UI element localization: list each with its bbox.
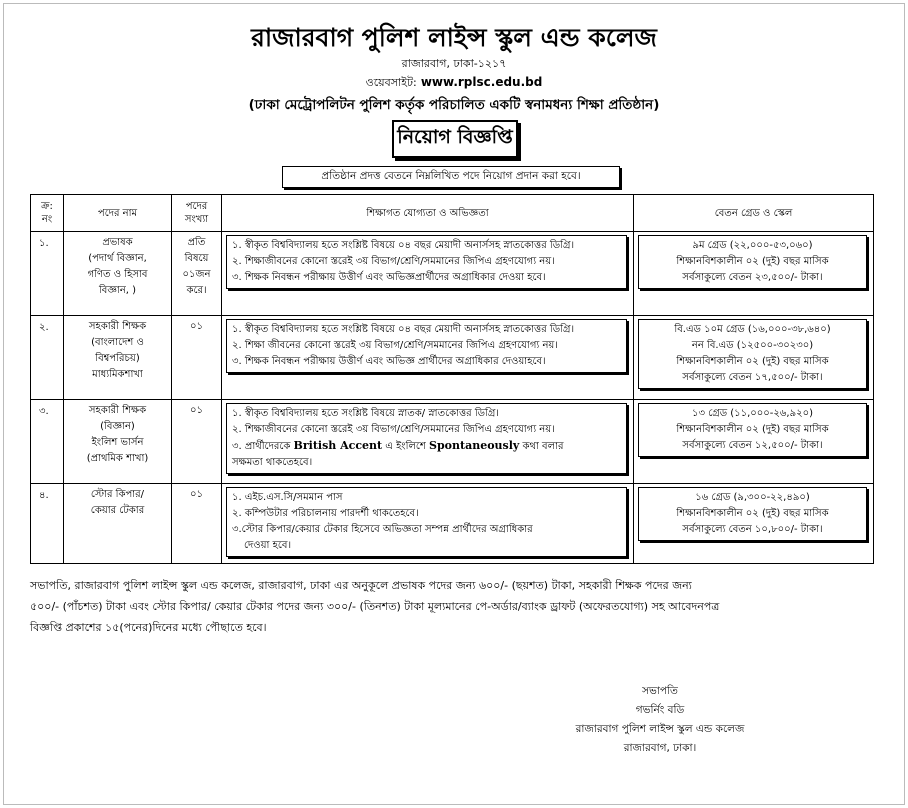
website-line [0, 74, 908, 93]
row-qualification: ১. এইচ.এস.সি/সমমান পাস ২. কম্পিউটার পরিচালনায় পারদর্শী থাকতেহবে। ৩.স্টোর কিপার/কেয়ার টেকার হিসেবে অভিজ্ঞতা সম্পন্ন প্রার্থীদের অগ্রাধিকার দেওয়া হবে। [222, 484, 634, 564]
website-label: ওয়েবসাইট: [365, 76, 417, 89]
header-post: পদের নাম [64, 195, 172, 232]
row-serial: ১. [31, 232, 64, 316]
row-salary: ৯ম গ্রেড (২২,০০০-৫৩,০৬০) শিক্ষানবিশকালীন ০২ (দুই) বছর মাসিক সর্বসাকুল্যে বেতন ২৩,৫০০/- টাকা। [634, 232, 874, 316]
website-link[interactable]: www.rplsc.edu.bd [420, 75, 543, 89]
header-count: পদের সংখ্যা [172, 195, 222, 232]
application-instructions: সভাপতি, রাজারবাগ পুলিশ লাইন্স স্কুল এন্ড কলেজ, রাজারবাগ, ঢাকা এর অনুকূলে প্রভাষক পদের জন্য ৬০০/- (ছয়শত) টাকা, সহকারী শিক্ষক পদের জন্য ৫০০/- (পাঁচশত) টাকা এবং স্টোর কিপার/ কেয়ার টেকার পদের জন্য ৩০০/- (তিনশত) টাকা মূল্যমানের পে-অর্ডার/ব্যাংক ড্রাফট (অফেরতযোগ্য) সহ আবেদনপত্র বিজ্ঞপ্তি প্রকাশের ১৫(পনের)দিনের মধ্যে পৌছাতে হবে। [30, 579, 720, 634]
row-post: স্টোর কিপার/ কেয়ার টেকার [64, 484, 172, 564]
row-serial: ২. [31, 316, 64, 400]
row-salary: ১৬ গ্রেড (৯,৩০০-২২,৪৯০) শিক্ষানবিশকালীন ০২ (দুই) বছর মাসিক সর্বসাকুল্যে বেতন ১০,৮০০/- টাকা। [634, 484, 874, 564]
table-row [31, 484, 874, 564]
header-serial: ক্র: নং [31, 195, 64, 232]
institution-address: রাজারবাগ, ঢাকা-১২১৭ [401, 57, 507, 70]
row-serial: ৩. [31, 400, 64, 484]
row-qualification: ১. স্বীকৃত বিশ্ববিদ্যালয় হতে সংশ্লিষ্ট বিষয়ে স্নাতক/ স্নাতকোত্তর ডিগ্রি। ২. শিক্ষাজীবনের কোনো স্তরেই ৩য় বিভাগ/শ্রেণি/সমমানের জিপিএ গ্রহণযোগ্য নয়। ৩. প্রার্থীদেরকে British Accent এ ইংলিশে Spontaneously কথা বলার সক্ষমতা থাকতেহবে। [222, 400, 634, 484]
row-salary: বি.এড ১০ম গ্রেড (১৬,০০০-৩৮,৬৪০) নন বি.এড (১২৫০০-৩০২৩০) শিক্ষানবিশকালীন ০২ (দুই) বছর মাসিক সর্বসাকুল্যে বেতন ১৭,৫০০/- টাকা। [634, 316, 874, 400]
notice-title: নিয়োগ বিজ্ঞপ্তি [392, 120, 518, 158]
row-count: ০১ [172, 400, 222, 484]
header-salary: বেতন গ্রেড ও স্কেল [634, 195, 874, 232]
table-row [31, 232, 874, 316]
row-qualification: ১. স্বীকৃত বিশ্ববিদ্যালয় হতে সংশ্লিষ্ট বিষয়ে ০৪ বছর মেয়াদী অনার্সসহ স্নাতকোত্তর ডিগ্রি। ২. শিক্ষা জীবনের কোনো স্তরেই ৩য় বিভাগ/শ্রেণি/সমমানের জিপিএ গ্রহণযোগ্য নয়। ৩. শিক্ষক নিবন্ধন পরীক্ষায় উত্তীর্ণ এবং অভিজ্ঞ প্রার্থীদের অগ্রাধিকার দেওয়াহবে। [222, 316, 634, 400]
row-count: ০১ [172, 316, 222, 400]
signature-block: সভাপতি গভর্নিং বডি রাজারবাগ পুলিশ লাইন্স স্কুল এন্ড কলেজ রাজারবাগ, ঢাকা। [575, 685, 745, 754]
row-post: সহকারী শিক্ষক (বিজ্ঞান) ইংলিশ ভার্সন (প্রাথমিক শাখা) [64, 400, 172, 484]
institution-title: রাজারবাগ পুলিশ লাইন্স স্কুল এন্ড কলেজ [251, 23, 657, 52]
row-qualification: ১. স্বীকৃত বিশ্ববিদ্যালয় হতে সংশ্লিষ্ট বিষয়ে ০৪ বছর মেয়াদী অনার্সসহ স্নাতকোত্তর ডিগ্রি। ২. শিক্ষাজীবনের কোনো স্তরেই ৩য় বিভাগ/শ্রেণি/সমমানের জিপিএ গ্রহণযোগ্য নয়। ৩. শিক্ষক নিবন্ধন পরীক্ষায় উত্তীর্ণ এবং অভিজ্ঞপ্রার্থীদের অগ্রাধিকার দেওয়া হবে। [222, 232, 634, 316]
row-post: প্রভাষক (পদার্থ বিজ্ঞান, গণিত ও হিসাব বিজ্ঞান, ) [64, 232, 172, 316]
row-salary: ১৩ গ্রেড (১১,০০০-২৬,৯২০) শিক্ষানবিশকালীন ০২ (দুই) বছর মাসিক সর্বসাকুল্যে বেতন ১২,৫০০/- টাকা। [634, 400, 874, 484]
institution-subtitle: (ঢাকা মেট্রোপলিটন পুলিশ কর্তৃক পরিচালিত একটি স্বনামধন্য শিক্ষা প্রতিষ্ঠান) [248, 97, 660, 113]
header-qualification: শিক্ষাগত যোগ্যতা ও অভিজ্ঞতা [222, 195, 634, 232]
notice-intro: প্রতিষ্ঠান প্রদত্ত বেতনে নিম্নলিখিত পদে নিয়োগ প্রদান করা হবে। [282, 166, 620, 188]
row-count: প্রতি বিষয়ে ০১জন করে। [172, 232, 222, 316]
row-serial: ৪. [31, 484, 64, 564]
table-row [31, 316, 874, 400]
table-row [31, 400, 874, 484]
table-header-row [31, 195, 874, 232]
row-post: সহকারী শিক্ষক (বাংলাদেশ ও বিশ্বপরিচয়) মাধ্যমিকশাখা [64, 316, 172, 400]
row-count: ০১ [172, 484, 222, 564]
vacancy-table [30, 194, 874, 564]
